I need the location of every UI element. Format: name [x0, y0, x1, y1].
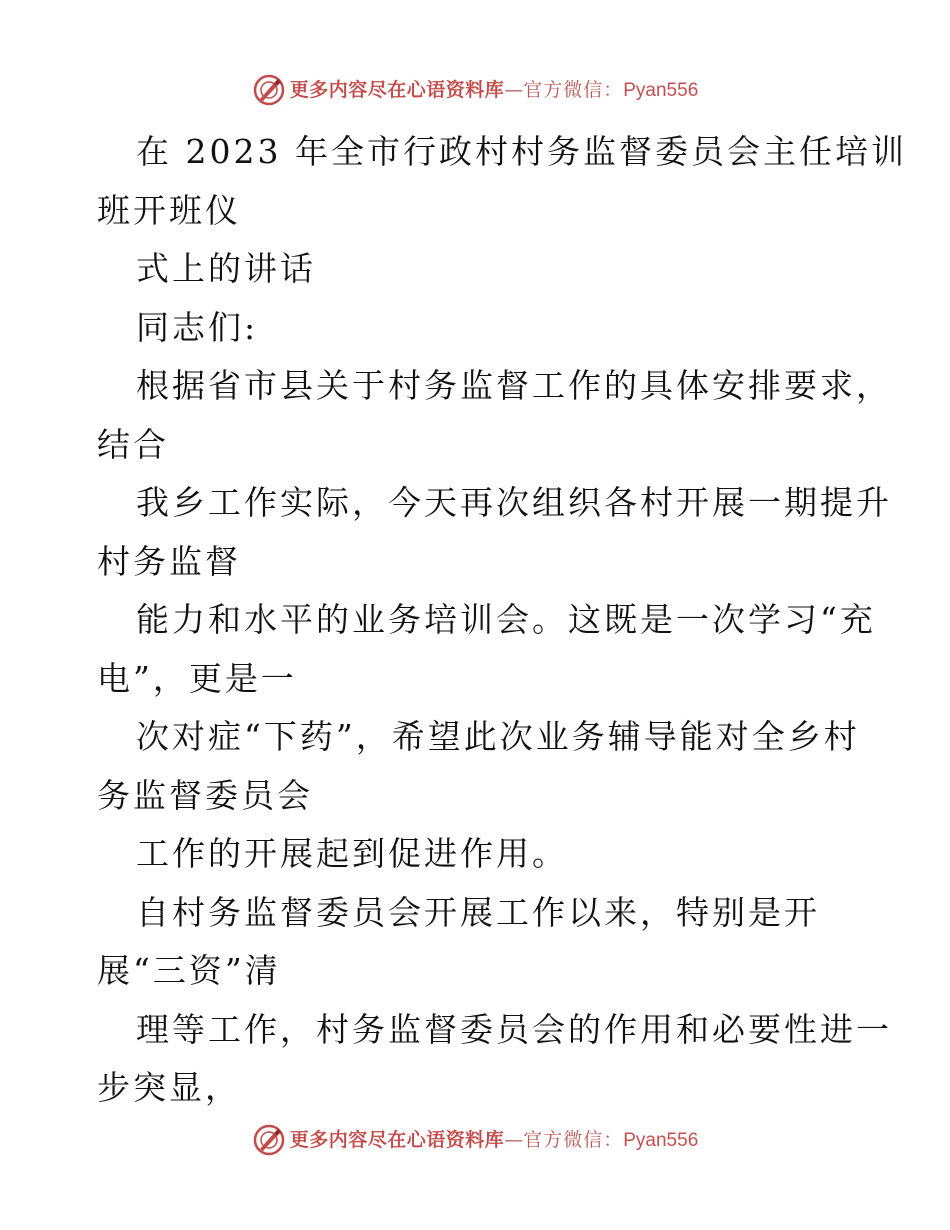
- text-line: 我乡工作实际，今天再次组织各村开展一期提升: [136, 483, 892, 522]
- text-line: 同志们:: [136, 307, 259, 347]
- pen-circle-icon: [252, 1123, 286, 1157]
- text-line: 次对症“下药”，希望此次业务辅导能对全乡村: [136, 717, 860, 756]
- footer-watermark: [0, 1120, 950, 1160]
- pen-circle-icon: [252, 73, 286, 107]
- watermark-wechat-label: 官方微信：: [523, 1128, 624, 1151]
- header-watermark: [0, 70, 950, 110]
- text-line: 根据省市县关于村务监督工作的具体安排要求，: [136, 366, 892, 405]
- text-line: 式上的讲话: [136, 249, 316, 288]
- text-line: 步突显，: [97, 1068, 241, 1107]
- watermark-wechat-id: Pyan556: [623, 1129, 699, 1151]
- watermark-separator: —: [504, 78, 524, 101]
- watermark-wechat-label: 官方微信：: [523, 78, 624, 101]
- text-line: 在 2023 年全市行政村村务监督委员会主任培训: [136, 132, 907, 171]
- text-line: 结合: [97, 424, 169, 464]
- watermark-main-text: 更多内容尽在心语资料库: [289, 78, 505, 101]
- text-line: 班开班仪: [97, 190, 241, 230]
- text-line: 电”，更是一: [97, 658, 297, 698]
- text-line: 村务监督: [97, 541, 241, 581]
- text-line: 自村务监督委员会开展工作以来，特别是开: [136, 892, 820, 932]
- document-body: [97, 123, 907, 1118]
- text-line: 能力和水平的业务培训会。这既是一次学习“充: [136, 600, 876, 639]
- text-line: 展“三资”清: [97, 951, 281, 990]
- text-line: 理等工作，村务监督委员会的作用和必要性进一: [136, 1009, 892, 1049]
- watermark-wechat-id: Pyan556: [623, 79, 699, 101]
- text-line: 务监督委员会: [97, 775, 313, 815]
- watermark-separator: —: [504, 1128, 524, 1151]
- text-line: 工作的开展起到促进作用。: [136, 834, 568, 873]
- watermark-main-text: 更多内容尽在心语资料库: [289, 1128, 505, 1151]
